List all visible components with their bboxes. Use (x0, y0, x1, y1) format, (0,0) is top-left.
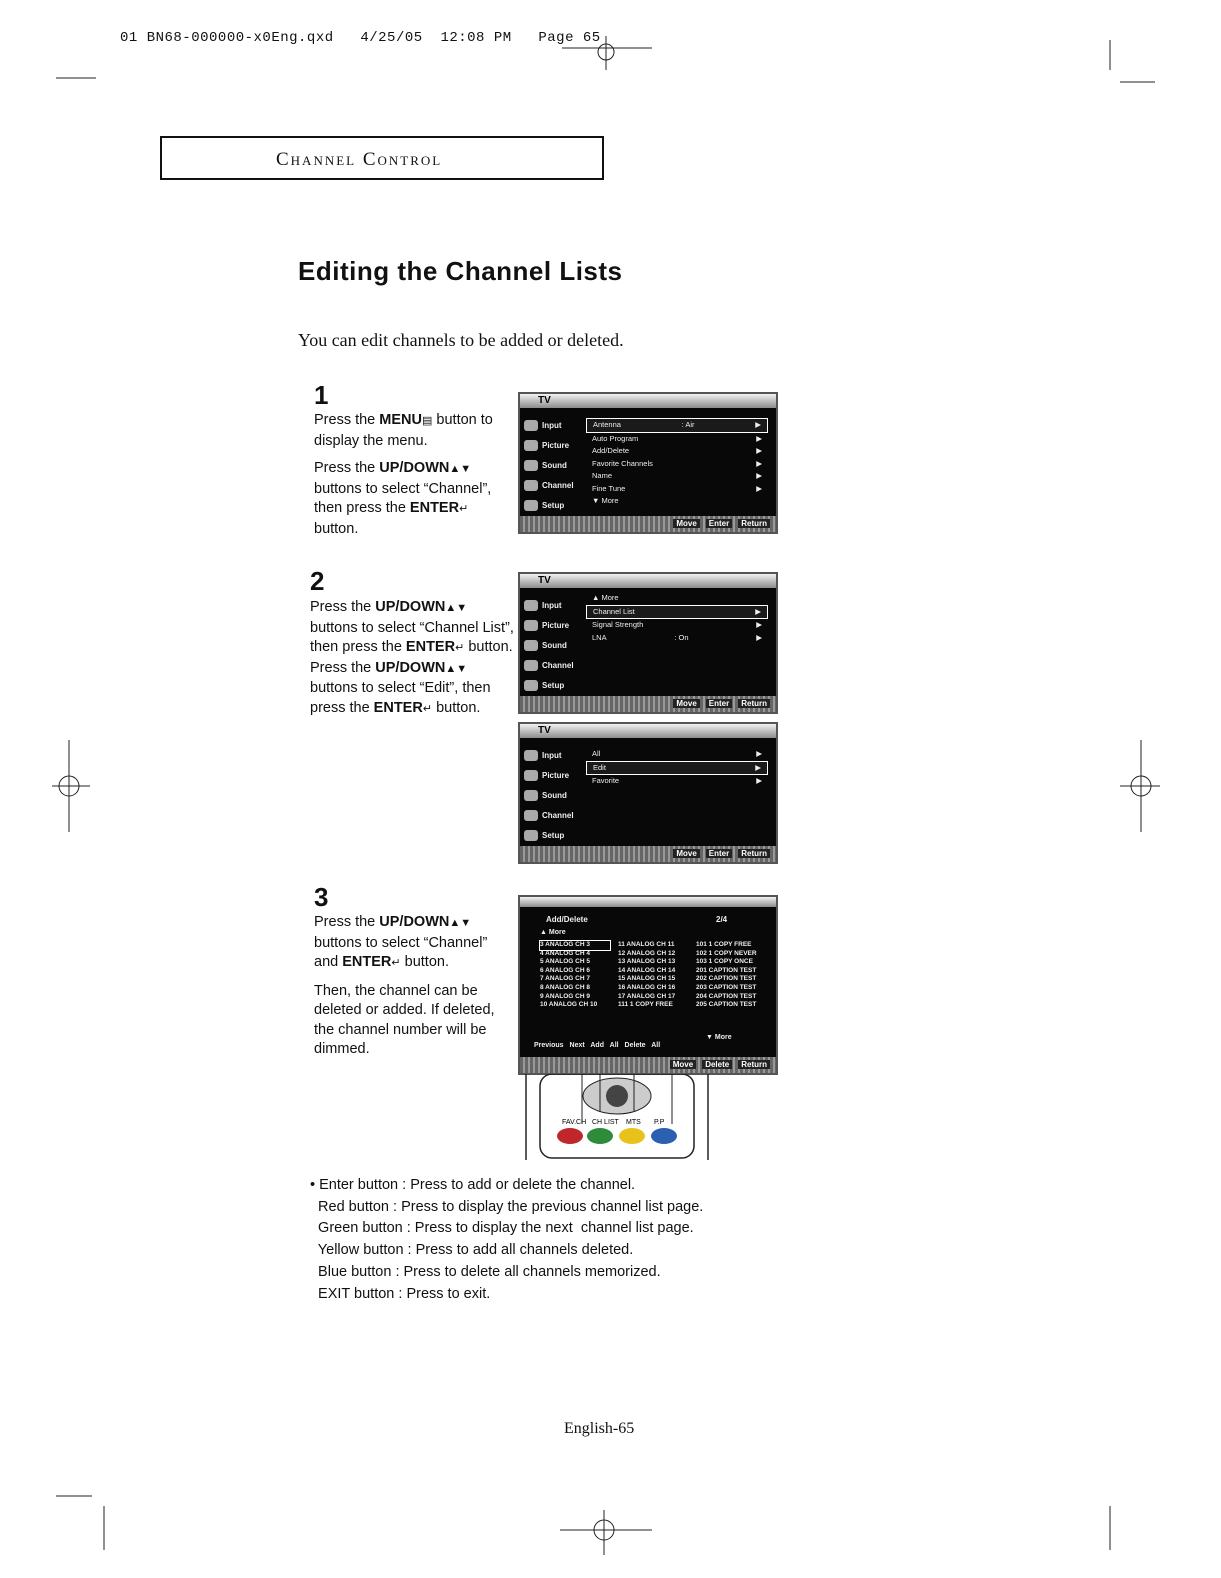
channel-entry: 204 CAPTION TEST (696, 992, 757, 1000)
channel-entry: 202 CAPTION TEST (696, 975, 757, 983)
channel-entry: 17 ANALOG CH 17 (618, 992, 676, 1000)
channel-entry: 16 ANALOG CH 16 (618, 983, 676, 991)
menu-item: Name ▶ (592, 471, 762, 480)
bullet-line: Green button : Press to display the next channel list page. (310, 1220, 694, 1237)
menu-item: ▲ More (592, 593, 619, 602)
remote-label: MTS (626, 1119, 641, 1126)
step-3-text: Press the UP/DOWN▲▼ buttons to select “Channel” and ENTER↵ button. Then, the channel can be deleted or added. If deleted, the channel number will be dimmed. (314, 914, 495, 1057)
step-2-text: Press the UP/DOWN▲▼ buttons to select “Channel List”, then press the ENTER↵ button. Press the UP/DOWN▲▼ buttons to select “Edit”, then press the ENTER↵ button. (310, 599, 514, 716)
page-indicator: 2/4 (716, 915, 728, 924)
remote-label: CH LIST (592, 1119, 619, 1126)
remote-label: FAV.CH (562, 1119, 587, 1126)
page-number: English-65 (564, 1420, 635, 1437)
menu-item-channel-list: Channel List ▶ (586, 605, 768, 620)
channel-entry: 7 ANALOG CH 7 (540, 975, 590, 983)
step-1-text: Press the MENU▤ button to display the menu. Press the UP/DOWN▲▼ buttons to select “Channel”, then press the ENTER↵ button. (314, 412, 493, 537)
picture-icon (524, 770, 538, 781)
bullet-line: Yellow button : Press to add all channels deleted. (310, 1242, 634, 1259)
channel-entry: 15 ANALOG CH 15 (618, 975, 676, 983)
channel-entry: 102 1 COPY NEVER (696, 949, 757, 957)
add-delete-header: Add/Delete (546, 915, 588, 924)
channel-entry: 12 ANALOG CH 12 (618, 949, 676, 957)
menu-item: All ▶ (592, 749, 762, 758)
bullet-line: Red button : Press to display the previous channel list page. (310, 1198, 704, 1215)
channel-entry: 4 ANALOG CH 4 (540, 949, 590, 957)
yellow-button-icon (619, 1128, 645, 1144)
tv-add-delete-screen (518, 895, 778, 1075)
color-button-legend: Previous Next Add All Delete All (534, 1042, 661, 1049)
tv-menu-screen-edit: TV Input Picture Sound Channel Setup All ▶ Edit ▶ Favorite ▶ Move Enter Return (518, 722, 778, 864)
menu-item: Add/Delete ▶ (592, 446, 762, 455)
channel-entry: 3 ANALOG CH 3 (540, 941, 610, 950)
screen-footer: Move Delete Return (520, 1057, 776, 1073)
input-icon (524, 420, 538, 431)
menu-picture: Picture (524, 436, 580, 456)
remote-illustration (522, 1074, 712, 1160)
setup-icon (524, 680, 538, 691)
section-header-box (160, 136, 604, 180)
channel-entry: 8 ANALOG CH 8 (540, 983, 590, 991)
menu-item: Auto Program ▶ (592, 433, 762, 443)
menu-item: Signal Strength ▶ (592, 620, 762, 629)
step-number: 3 (314, 882, 329, 912)
channel-entry: 5 ANALOG CH 5 (540, 958, 590, 966)
channel-entry: 13 ANALOG CH 13 (618, 958, 676, 966)
step-number: 1 (314, 380, 329, 410)
menu-item: ▼ More (592, 496, 619, 505)
green-button-icon (587, 1128, 613, 1144)
menu-sound: Sound (524, 456, 580, 476)
menu-input: Input (524, 416, 580, 436)
menu-item: LNA : On ▶ (592, 632, 762, 642)
blue-button-icon (651, 1128, 677, 1144)
channel-entry: 111 1 COPY FREE (618, 1001, 673, 1009)
bullet-line: EXIT button : Press to exit. (310, 1285, 491, 1302)
channel-entry: 101 1 COPY FREE (696, 941, 752, 948)
channel-entry: 9 ANALOG CH 9 (540, 992, 590, 1000)
more-down: ▼ More (706, 1034, 732, 1041)
input-icon (524, 750, 538, 761)
channel-icon (524, 660, 538, 671)
more-up: ▲ More (540, 929, 566, 936)
bullet-line: Blue button : Press to delete all channels memorized. (310, 1263, 661, 1280)
tv-menu-sidebar: Input Picture Sound Channel Setup (524, 746, 580, 864)
menu-channel: Channel (524, 476, 580, 496)
section-title: Channel Control (276, 149, 443, 170)
channel-entry: 14 ANALOG CH 14 (618, 966, 676, 974)
channel-menu-items (586, 592, 768, 644)
channel-entry: 201 CAPTION TEST (696, 966, 757, 974)
input-icon (524, 600, 538, 611)
screen-footer: Move Enter Return (520, 696, 776, 712)
channel-entry: 205 CAPTION TEST (696, 1001, 757, 1009)
channel-entry: 203 CAPTION TEST (696, 983, 757, 991)
channel-icon (524, 810, 538, 821)
intro-text: You can edit channels to be added or deleted. (298, 330, 624, 350)
channel-entry: 103 1 COPY ONCE (696, 958, 753, 966)
bullet-line: • Enter button : Press to add or delete the channel. (310, 1177, 636, 1193)
picture-icon (524, 620, 538, 631)
tv-menu-screen-channel (518, 392, 778, 534)
sound-icon (524, 460, 538, 471)
tv-logo: TV (538, 395, 551, 406)
print-slug: 01 BN68-000000-x0Eng.qxd 4/25/05 12:08 PM Page 65 (120, 30, 601, 46)
channel-grid (540, 941, 766, 1010)
enter-button-icon (606, 1085, 628, 1107)
menu-item: Fine Tune ▶ (592, 483, 762, 493)
sound-icon (524, 640, 538, 651)
setup-icon (524, 830, 538, 841)
menu-setup: Setup (524, 496, 580, 516)
channel-entry: 10 ANALOG CH 10 (540, 1001, 598, 1009)
screen-footer: Move Enter Return (520, 516, 776, 532)
button-descriptions (310, 1175, 703, 1305)
setup-icon (524, 500, 538, 511)
channel-list-items (586, 748, 768, 788)
menu-item: Favorite ▶ (592, 776, 762, 785)
picture-icon (524, 440, 538, 451)
channel-entry: 11 ANALOG CH 11 (618, 941, 675, 948)
channel-entry: 6 ANALOG CH 6 (540, 966, 590, 974)
menu-item-antenna: Antenna : Air ▶ (586, 418, 768, 433)
channel-icon (524, 480, 538, 491)
menu-item: Favorite Channels ▶ (592, 458, 762, 468)
menu-item-edit: Edit ▶ (586, 761, 768, 776)
screen-footer: Move Enter Return (520, 846, 776, 862)
tv-menu-screen-channel-list: TV Input Picture Sound Channel Setup ▲ More Channel List ▶ Signal Strength ▶ LNA : On ▶ Move Enter Return (518, 572, 778, 714)
red-button-icon (557, 1128, 583, 1144)
step-number: 2 (310, 566, 325, 596)
channel-menu-items (586, 418, 768, 508)
remote-label: P.P (654, 1119, 665, 1126)
tv-menu-sidebar: Input Picture Sound Channel Setup (524, 596, 580, 714)
sound-icon (524, 790, 538, 801)
page-title: Editing the Channel Lists (298, 256, 623, 286)
